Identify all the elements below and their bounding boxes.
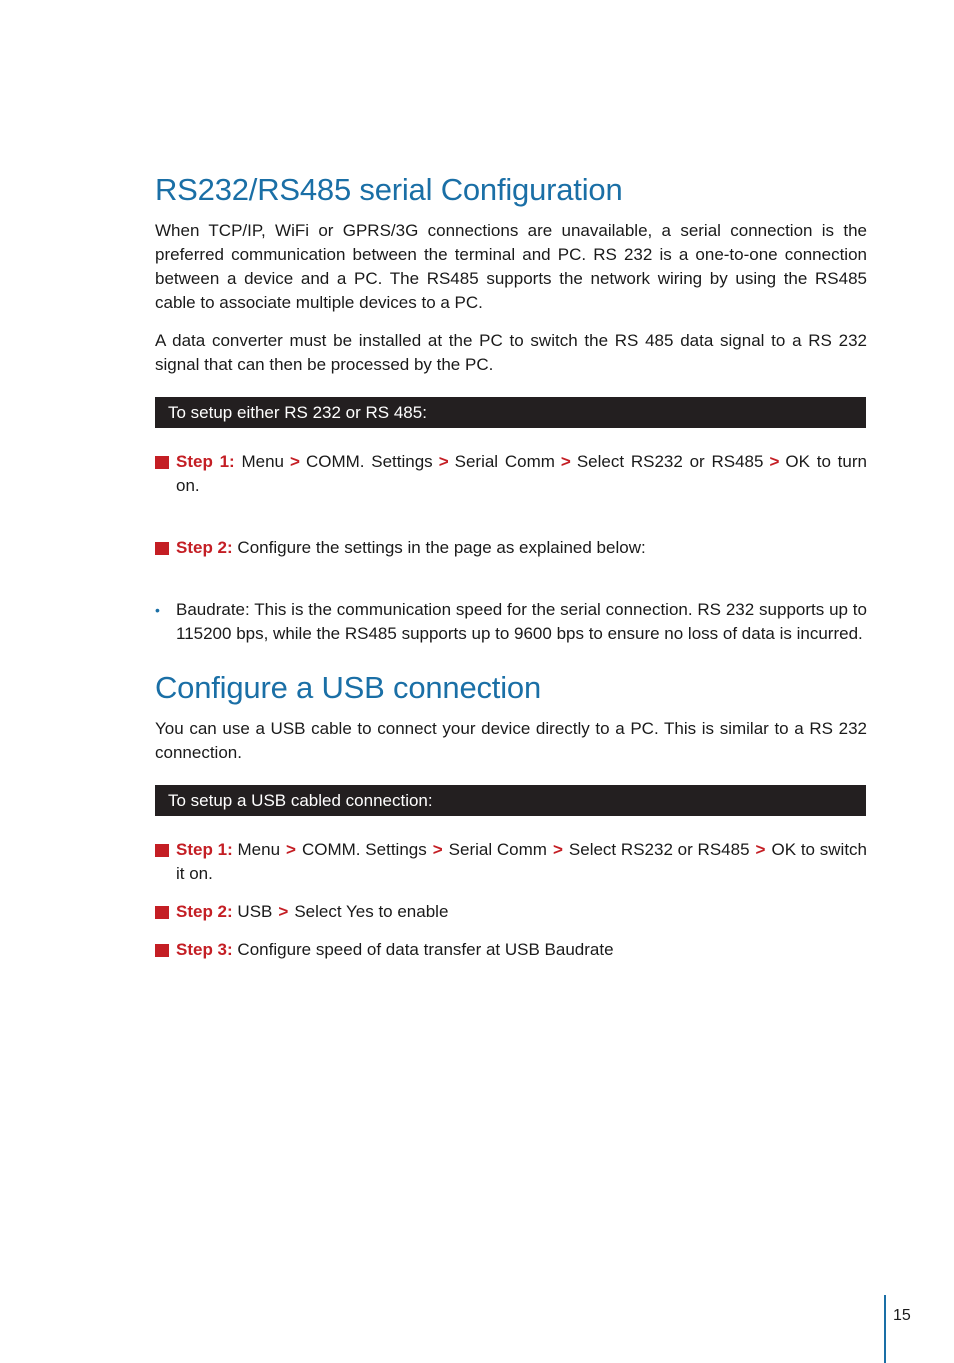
square-bullet-icon [155,456,169,469]
step-text: Menu [237,840,281,859]
serial-setup-bar: To setup either RS 232 or RS 485: [155,397,866,428]
baudrate-bullet [155,598,867,646]
step-label: Step 2: [176,538,233,557]
chevron-right-icon: > [755,840,766,859]
usb-setup-bar: To setup a USB cabled connection: [155,785,866,816]
square-bullet-icon [155,944,169,957]
step-text: Select RS232 or RS485 [576,452,764,471]
chevron-right-icon: > [552,840,563,859]
step-text: USB [237,902,273,921]
step-text: OK to turn on. [176,452,867,495]
serial-step-1 [155,450,867,498]
chevron-right-icon: > [560,452,571,471]
step-text: Menu [241,452,285,471]
usb-step-3 [155,938,867,962]
square-bullet-icon [155,906,169,919]
chevron-right-icon: > [769,452,780,471]
step-text: Select RS232 or RS485 [568,840,750,859]
chevron-right-icon: > [278,902,289,921]
step-text: Configure the settings in the page as explained below: [237,538,646,557]
usb-intro-paragraph: You can use a USB cable to connect your device directly to a PC. This is similar to a RS 232 connection. [155,719,867,762]
step-text: Configure speed of data transfer at USB Baudrate [237,940,614,959]
step-text: COMM. Settings [305,452,433,471]
page-content [155,170,867,976]
chevron-right-icon: > [286,840,296,859]
chevron-right-icon: > [432,840,443,859]
serial-converter-paragraph: A data converter must be installed at the PC to switch the RS 485 data signal to a RS 232 signal that can then be processed by the PC. [155,331,867,374]
step-text: Serial Comm [448,840,547,859]
step-text: OK to switch it on. [176,840,867,883]
step-text: Select Yes to enable [294,902,449,921]
step-label: Step 1: [176,452,235,471]
chevron-right-icon: > [290,452,300,471]
page-number: 15 [893,1307,911,1324]
serial-step-2 [155,536,867,560]
page-number-divider [884,1295,886,1363]
step-text: Serial Comm [454,452,555,471]
usb-step-2 [155,900,867,924]
dot-bullet-icon: • [155,602,160,618]
section-title-serial: RS232/RS485 serial Configuration [155,172,623,207]
square-bullet-icon [155,844,169,857]
section-title-usb: Configure a USB connection [155,670,541,705]
square-bullet-icon [155,542,169,555]
serial-intro-paragraph: When TCP/IP, WiFi or GPRS/3G connections are unavailable, a serial connection is the preferred communication between the terminal and PC. RS 232 is a one-to-one connection between a device and a PC. The RS485 supports the network wiring by using the RS485 cable to associate multiple devices to a PC. [155,221,867,312]
step-label: Step 3: [176,940,233,959]
bullet-text: Baudrate: This is the communication speed for the serial connection. RS 232 supports up to 115200 bps, while the RS485 supports up to 9600 bps to ensure no loss of data is incurred. [176,600,867,643]
step-label: Step 1: [176,840,233,859]
step-text: COMM. Settings [301,840,427,859]
usb-step-1 [155,838,867,886]
chevron-right-icon: > [438,452,449,471]
step-label: Step 2: [176,902,233,921]
